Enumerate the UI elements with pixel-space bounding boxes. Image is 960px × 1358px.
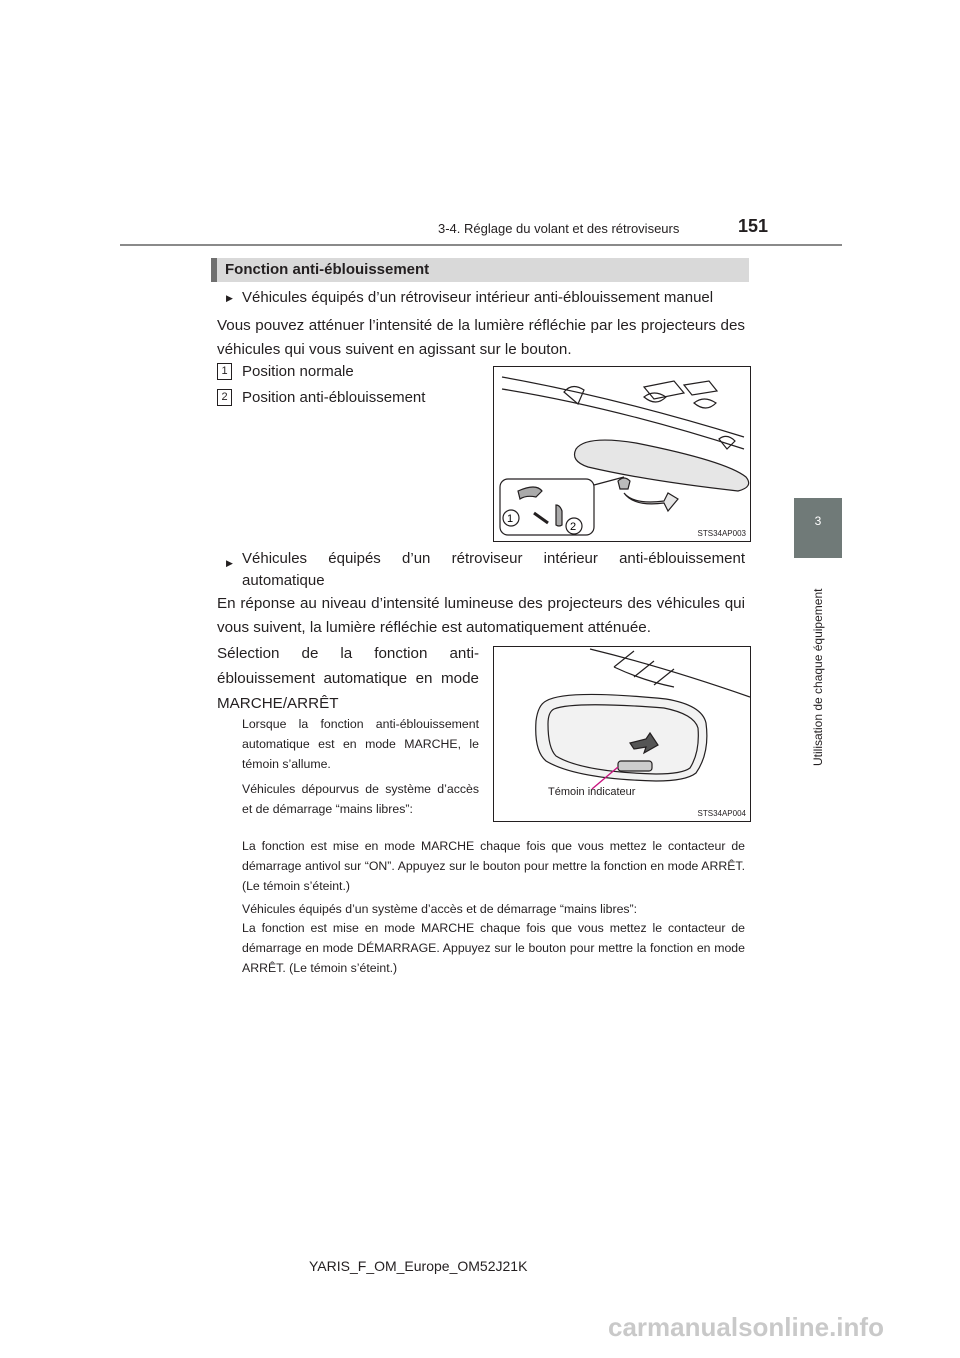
- header-section-title: 3-4. Réglage du volant et des rétroviseurs: [438, 221, 680, 236]
- section-title: Fonction anti-éblouissement: [225, 261, 430, 278]
- chapter-title: Utilisation de chaque équipement: [811, 588, 825, 766]
- indicator-label: Témoin indicateur: [548, 786, 636, 798]
- figure-code-2: STS34AP004: [697, 809, 746, 818]
- auto-mirror-illustration: [494, 647, 750, 821]
- item-label-antiglare: Position anti-éblouissement: [242, 389, 426, 406]
- page-number: 151: [738, 216, 769, 236]
- figure-code-1: STS34AP003: [697, 529, 746, 538]
- note-smartkey-body: La fonction est mise en mode MARCHE chaque fois que vous mettez le contacteur de démarrage en mode DÉMARRAGE. Appuyez sur le bouton pour mettre la fonction en mode ARRÊT. (Le témoin s’éteint.): [242, 921, 745, 975]
- watermark: carmanualsonline.info: [608, 1312, 884, 1342]
- figure-auto-mirror: [493, 646, 751, 822]
- manual-mirror-illustration: [494, 367, 750, 541]
- footer-doc-id: YARIS_F_OM_Europe_OM52J21K: [309, 1258, 528, 1274]
- note-no-smartkey-title: Véhicules dépourvus de système d’accès et de démarrage “mains libres”:: [242, 782, 479, 816]
- header-divider: [120, 244, 842, 246]
- automatic-paragraph: En réponse au niveau d’intensité lumineuse des projecteurs des véhicules qui vous suivent, la lumière réfléchie est automatiquement atténuée.: [217, 595, 745, 636]
- note-no-smartkey-body: La fonction est mise en mode MARCHE chaque fois que vous mettez le contacteur de démarrage antivol sur “ON”. Appuyez sur le bouton pour mettre la fonction en mode ARRÊT. (Le témoin s’éteint.): [242, 839, 745, 893]
- automatic-heading: ▶ Véhicules équipés d’un rétroviseur intérieur anti-éblouissement automatique: [242, 548, 745, 592]
- manual-paragraph: Vous pouvez atténuer l’intensité de la lumière réfléchie par les projecteurs des véhicules qui vous suivent en agissant sur le bouton.: [217, 317, 745, 358]
- chapter-title-vertical: [798, 566, 838, 766]
- item-label-normal: Position normale: [242, 363, 354, 380]
- selection-text: Sélection de la fonction anti-éblouissement automatique en mode MARCHE/ARRÊT: [217, 645, 479, 712]
- manual-heading: ▶ Véhicules équipés d’un rétroviseur intérieur anti-éblouissement manuel: [242, 289, 752, 306]
- figure-callout-2: 2: [570, 521, 577, 533]
- figure-manual-mirror: [493, 366, 751, 542]
- figure-callout-1: 1: [507, 513, 514, 525]
- note-indicator: Lorsque la fonction anti-éblouissement automatique est en mode MARCHE, le témoin s’allume.: [242, 717, 479, 771]
- note-smartkey-title: Véhicules équipés d’un système d’accès et de démarrage “mains libres”:: [242, 902, 638, 916]
- item-number-1: 1: [217, 363, 232, 380]
- section-header: [211, 258, 749, 282]
- section-header-mark: [211, 258, 217, 282]
- chapter-tab: [794, 498, 842, 558]
- chapter-number: 3: [814, 514, 822, 528]
- item-number-2: 2: [217, 389, 232, 406]
